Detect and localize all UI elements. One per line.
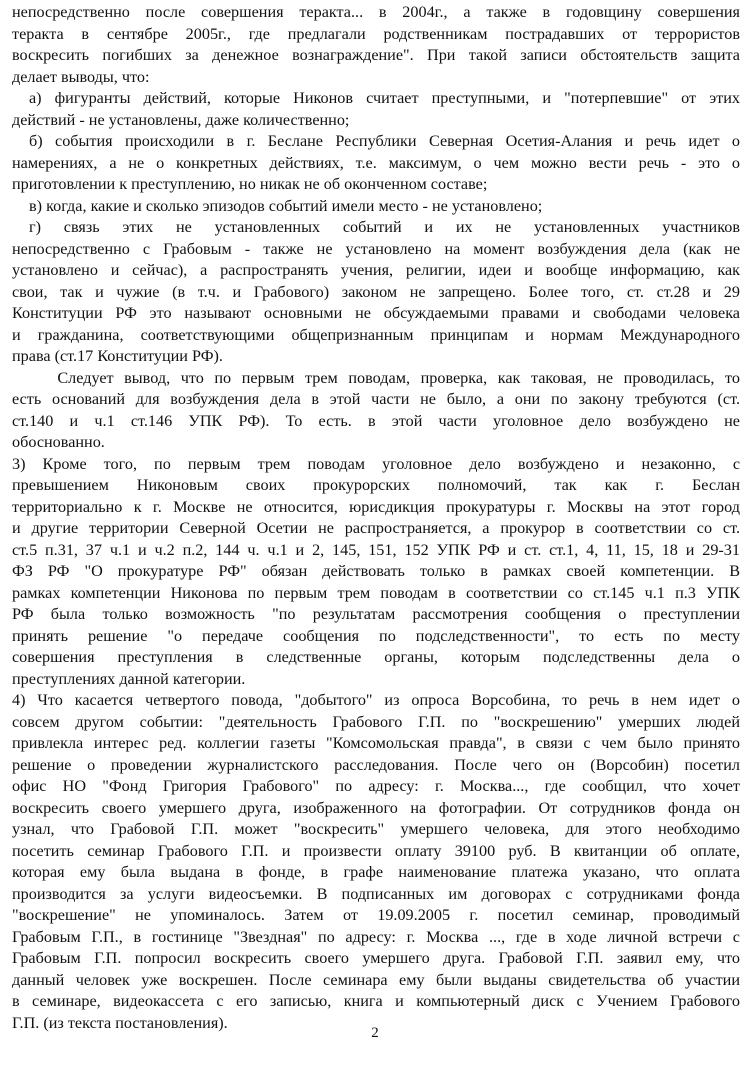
- text-line: в) когда, какие и сколько эпизодов событий имели место - не установлено;: [29, 196, 543, 215]
- text-line: приготовлении к преступлению, но никак не об оконченном составе;: [12, 175, 488, 193]
- text-line: Г.П. (из текста постановления).: [12, 1013, 228, 1032]
- text-line: права (ст.17 Конституции РФ).: [12, 347, 223, 365]
- text-line: делает выводы, что:: [12, 67, 150, 86]
- text-line: рамках компетенции Никонова по первым трем поводам в соответствии со ст.145 ч.1 п.3 УПК: [12, 583, 740, 602]
- text-line: б) события происходили в г. Беслане Республики Северная Осетия-Алания и речь идет о: [29, 132, 740, 150]
- page-number: 2: [371, 1025, 379, 1041]
- text-line: офис НО "Фонд Григория Грабового" по адресу: г. Москва..., где сообщил, что хочет: [12, 777, 740, 795]
- text-line: обоснованно.: [12, 433, 105, 451]
- text-line: узнал, что Грабовой Г.П. может "воскресить" умершего человека, для этого необходимо: [12, 820, 740, 838]
- text-line: Грабовым Г.П., в гостинице "Звездная" по адресу: г. Москва ..., где в ходе личной встречи с: [12, 927, 740, 946]
- text-line: совершения преступления в следственные органы, которым подследственны дела о: [12, 648, 740, 666]
- text-line: непосредственно с Грабовым - также не установлено на момент возбуждения дела (как не: [12, 239, 740, 258]
- text-line: непосредственно после совершения теракта... в 2004г., а также в годовщину совершения: [12, 3, 740, 21]
- text-line: 4) Что касается четвертого повода, "добытого" из опроса Ворсобина, то речь в нем идет о: [12, 691, 740, 709]
- text-line: принять решение "о передаче сообщения по подследственности", то есть по месту: [12, 626, 740, 645]
- text-line: Конституции РФ это называют основными не обсуждаемыми правами и свободами человека: [12, 304, 740, 322]
- text-line: Грабовым Г.П. попросил воскресить своего умершего друга. Грабовой Г.П. заявил ему, что: [12, 949, 740, 967]
- text-line: воскресить своего умершего друга, изображенного на фотографии. От сотрудников фонда он: [12, 798, 740, 817]
- text-line: данный человек уже воскрешен. После семинара ему были выданы свидетельства об участии: [12, 970, 740, 989]
- text-line: ФЗ РФ "О прокуратуре РФ" обязан действовать только в рамках своей компетенции. В: [12, 562, 740, 580]
- text-line: 3) Кроме того, по первым трем поводам уголовное дело возбуждено и незаконно, с: [12, 454, 740, 473]
- text-line: "воскрешение" не упоминалось. Затем от 19.09.2005 г. посетил семинар, проводимый: [12, 906, 740, 924]
- text-line: РФ была только возможность "по результатам рассмотрения сообщения о преступлении: [12, 605, 740, 623]
- text-line: и гражданина, соответствующими общепризнанным принципам и нормам Международного: [12, 325, 740, 344]
- text-line: в семинаре, видеокассета с его записью, книга и компьютерный диск с Учением Грабового: [12, 992, 740, 1010]
- text-line: и другие территории Северной Осетии не распространяется, а прокурор в соответствии со ст.: [12, 519, 740, 537]
- text-line: территориально к г. Москве не относится, юрисдикция прокуратуры г. Москвы на этот город: [12, 497, 740, 516]
- text-line: превышением Никоновым своих прокурорских полномочий, так как г. Беслан: [12, 476, 740, 494]
- text-line: воскресить погибших за денежное вознаграждение". При такой записи обстоятельств защита: [12, 46, 740, 64]
- text-line: посетить семинар Грабового Г.П. и произвести оплату 39100 руб. В квитанции об оплате,: [12, 841, 740, 860]
- text-line: действий - не установлены, даже количественно;: [12, 110, 350, 129]
- text-line: свои, так и чужие (в т.ч. и Грабового) законом не запрещено. Более того, ст. ст.28 и 29: [12, 282, 740, 301]
- text-line: намерениях, а не о конкретных действиях, т.е. максимум, о чем можно вести речь - это о: [12, 153, 740, 172]
- text-line: привлекла интерес ред. коллегии газеты "Комсомольская правда", в связи с чем было принято: [12, 734, 740, 752]
- text-line: есть оснований для возбуждения дела в этой части не было, а они по закону требуются (ст.: [12, 390, 740, 408]
- document-body: [12, 2, 740, 1034]
- text-line: решение о проведении журналистского расследования. После чего он (Ворсобин) посетил: [12, 755, 740, 774]
- text-line: преступлениях данной категории.: [12, 669, 246, 688]
- text-line: которая ему была выдана в фонде, в графе наименование платежа указано, что оплата: [12, 863, 740, 881]
- text-line: теракта в сентябре 2005г., где предлагали родственникам пострадавших от террористов: [12, 24, 740, 43]
- text-line: г) связь этих не установленных событий и их не установленных участников: [29, 218, 740, 236]
- text-line: а) фигуранты действий, которые Никонов считает преступными, и "потерпевшие" от этих: [29, 89, 740, 107]
- text-line: производится за услуги видеосъемки. В подписанных им договорах с сотрудниками фонда: [12, 884, 740, 903]
- text-line: Следует вывод, что по первым трем поводам, проверка, как таковая, не проводилась, то: [57, 368, 740, 387]
- text-line: ст.5 п.31, 37 ч.1 и ч.2 п.2, 144 ч. ч.1 и 2, 145, 151, 152 УПК РФ и ст. ст.1, 4, 11, 15, 18 и 29-31: [12, 540, 740, 559]
- text-line: ст.140 и ч.1 ст.146 УПК РФ). То есть. в этой части уголовное дело возбуждено не: [12, 411, 740, 430]
- text-line: установлено и сейчас), а распространять учения, религии, идеи и вообще информацию, как: [12, 261, 740, 279]
- text-line: совсем другом событии: "деятельность Грабового Г.П. по "воскрешению" умерших людей: [12, 712, 740, 731]
